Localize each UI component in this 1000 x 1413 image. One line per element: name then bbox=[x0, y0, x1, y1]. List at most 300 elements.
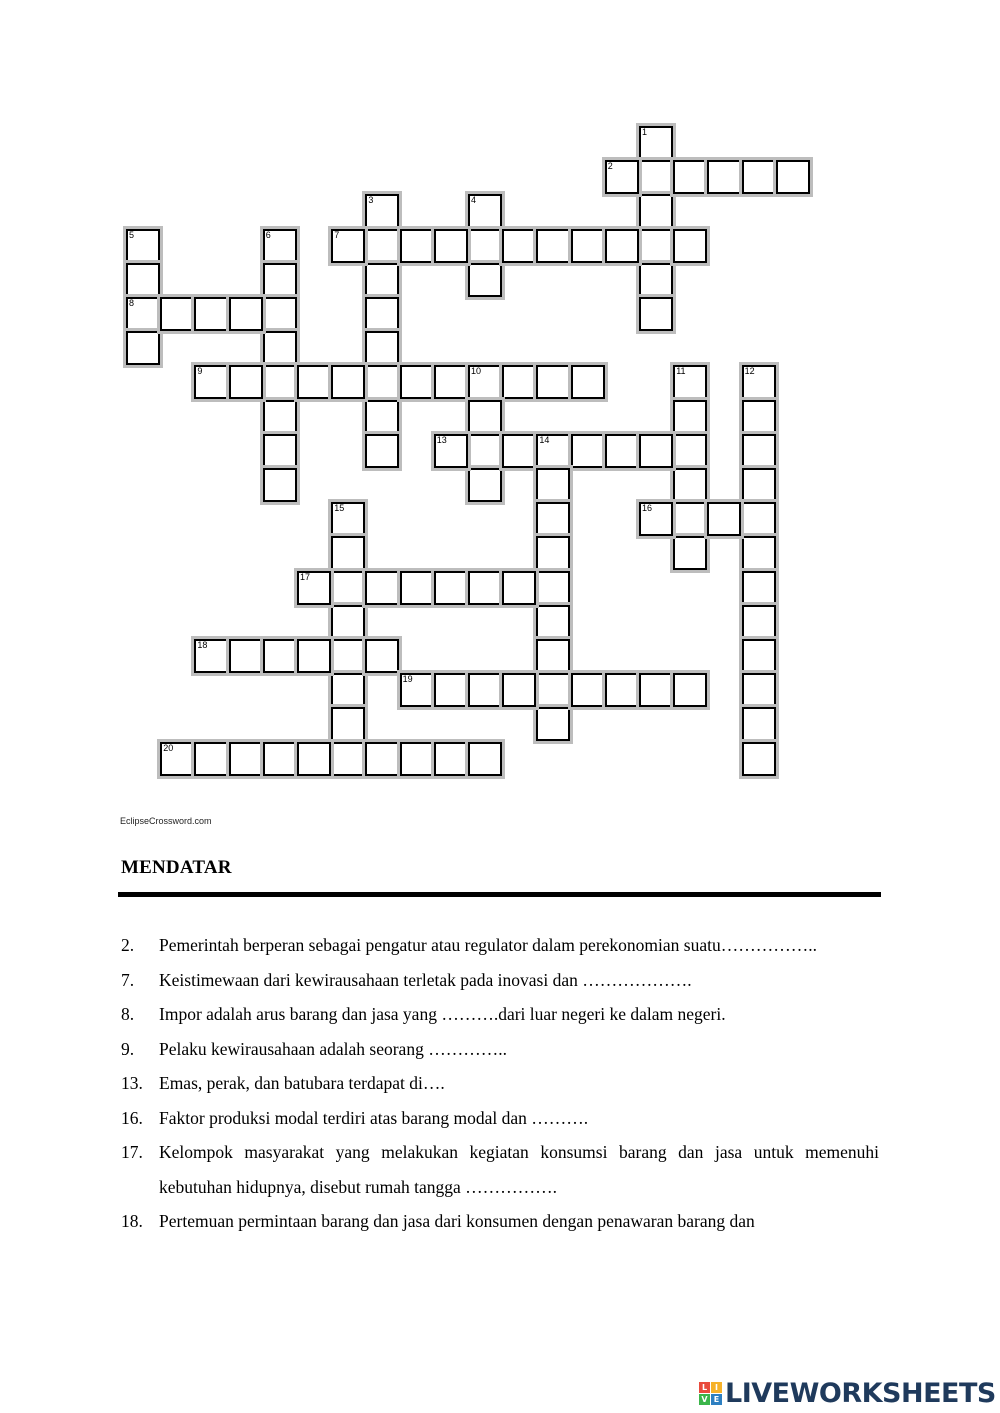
crossword-cell[interactable] bbox=[434, 742, 468, 776]
crossword-cell[interactable] bbox=[297, 742, 331, 776]
crossword-letter-input[interactable] bbox=[470, 367, 500, 397]
crossword-letter-input[interactable] bbox=[675, 162, 705, 192]
crossword-cell[interactable] bbox=[434, 673, 468, 707]
crossword-letter-input[interactable] bbox=[196, 299, 226, 329]
crossword-cell[interactable] bbox=[126, 331, 160, 365]
crossword-letter-input[interactable] bbox=[675, 436, 705, 466]
crossword-letter-input[interactable] bbox=[367, 265, 397, 295]
crossword-cell[interactable] bbox=[742, 400, 776, 434]
crossword-cell[interactable] bbox=[468, 400, 502, 434]
crossword-letter-input[interactable] bbox=[538, 538, 568, 568]
crossword-cell[interactable] bbox=[297, 639, 331, 673]
clue-number: 2. bbox=[121, 935, 135, 955]
clue-number: 7. bbox=[121, 969, 135, 990]
crossword-letter-input[interactable] bbox=[128, 333, 158, 363]
crossword-letter-input[interactable] bbox=[744, 402, 774, 432]
crossword-cell[interactable] bbox=[673, 365, 707, 399]
crossword-cell[interactable] bbox=[263, 229, 297, 263]
mark-letter: L bbox=[699, 1382, 710, 1393]
crossword-letter-input[interactable] bbox=[265, 299, 295, 329]
clue-item bbox=[121, 1204, 879, 1239]
clue-item bbox=[121, 1066, 879, 1101]
crossword-letter-input[interactable] bbox=[231, 367, 261, 397]
crossword-letter-input[interactable] bbox=[538, 573, 568, 603]
clue-item bbox=[121, 963, 879, 998]
crossword-letter-input[interactable] bbox=[641, 196, 671, 226]
crossword-letter-input[interactable] bbox=[333, 573, 363, 603]
clue-number-label: 1 bbox=[642, 127, 648, 137]
crossword-letter-input[interactable] bbox=[538, 231, 568, 261]
clue-number-label: 5 bbox=[129, 229, 135, 240]
crossword-cell[interactable] bbox=[229, 365, 263, 399]
clue-number-label: 18 bbox=[197, 640, 208, 650]
crossword-letter-input[interactable] bbox=[573, 675, 603, 705]
crossword-cell[interactable] bbox=[126, 297, 160, 331]
crossword-cell[interactable] bbox=[263, 297, 297, 331]
crossword-letter-input[interactable] bbox=[436, 436, 466, 466]
crossword-letter-input[interactable] bbox=[744, 367, 774, 397]
crossword-cell[interactable] bbox=[536, 229, 570, 263]
crossword-letter-input[interactable] bbox=[333, 641, 363, 671]
crossword-letter-input[interactable] bbox=[436, 367, 466, 397]
crossword-cell[interactable] bbox=[365, 571, 399, 605]
crossword-cell[interactable] bbox=[536, 536, 570, 570]
crossword-cell[interactable] bbox=[639, 673, 673, 707]
clue-text: Pelaku kewirausahaan adalah seorang ………….. bbox=[159, 1038, 507, 1059]
crossword-letter-input[interactable] bbox=[162, 299, 192, 329]
crossword-cell[interactable] bbox=[331, 502, 365, 536]
crossword-letter-input[interactable] bbox=[436, 744, 466, 774]
crossword-cell[interactable] bbox=[365, 331, 399, 365]
crossword-cell[interactable] bbox=[160, 742, 194, 776]
crossword-cell[interactable] bbox=[502, 434, 536, 468]
crossword-cell[interactable] bbox=[639, 160, 673, 194]
crossword-cell[interactable] bbox=[263, 263, 297, 297]
crossword-cell[interactable] bbox=[365, 229, 399, 263]
crossword-cell[interactable] bbox=[468, 742, 502, 776]
crossword-letter-input[interactable] bbox=[470, 470, 500, 500]
crossword-letter-input[interactable] bbox=[196, 367, 226, 397]
crossword-letter-input[interactable] bbox=[265, 231, 295, 261]
crossword-letter-input[interactable] bbox=[265, 641, 295, 671]
crossword-credit: EclipseCrossword.com bbox=[120, 816, 212, 826]
crossword-letter-input[interactable] bbox=[470, 436, 500, 466]
liveworksheets-mark-icon bbox=[699, 1382, 722, 1405]
crossword-cell[interactable] bbox=[571, 434, 605, 468]
crossword-cell[interactable] bbox=[536, 468, 570, 502]
crossword-cell[interactable] bbox=[468, 673, 502, 707]
crossword-cell[interactable] bbox=[297, 571, 331, 605]
mark-letter: E bbox=[711, 1394, 722, 1405]
crossword-cell[interactable] bbox=[263, 331, 297, 365]
crossword-cell[interactable] bbox=[707, 160, 741, 194]
crossword-cell[interactable] bbox=[742, 160, 776, 194]
clue-number: 17. bbox=[121, 1142, 143, 1162]
crossword-cell[interactable] bbox=[742, 536, 776, 570]
crossword-cell[interactable] bbox=[742, 605, 776, 639]
crossword-cell[interactable] bbox=[742, 502, 776, 536]
crossword-cell[interactable] bbox=[263, 639, 297, 673]
crossword-letter-input[interactable] bbox=[675, 367, 705, 397]
crossword-cell[interactable] bbox=[742, 365, 776, 399]
crossword-cell[interactable] bbox=[229, 297, 263, 331]
crossword-cell[interactable] bbox=[434, 571, 468, 605]
crossword-letter-input[interactable] bbox=[744, 675, 774, 705]
clue-item bbox=[121, 1101, 879, 1136]
clue-item bbox=[121, 1032, 879, 1067]
crossword-cell[interactable] bbox=[502, 365, 536, 399]
crossword-cell[interactable] bbox=[126, 229, 160, 263]
crossword-letter-input[interactable] bbox=[436, 573, 466, 603]
mark-letter: V bbox=[699, 1394, 710, 1405]
crossword-letter-input[interactable] bbox=[641, 299, 671, 329]
crossword-letter-input[interactable] bbox=[196, 744, 226, 774]
crossword-letter-input[interactable] bbox=[744, 641, 774, 671]
crossword-letter-input[interactable] bbox=[367, 231, 397, 261]
crossword-letter-input[interactable] bbox=[265, 265, 295, 295]
crossword-letter-input[interactable] bbox=[402, 744, 432, 774]
crossword-cell[interactable] bbox=[673, 673, 707, 707]
crossword-cell[interactable] bbox=[571, 365, 605, 399]
crossword-letter-input[interactable] bbox=[744, 744, 774, 774]
crossword-cell[interactable] bbox=[571, 673, 605, 707]
crossword-letter-input[interactable] bbox=[299, 744, 329, 774]
liveworksheets-logo bbox=[699, 1377, 996, 1409]
crossword-letter-input[interactable] bbox=[744, 436, 774, 466]
crossword-cell[interactable] bbox=[468, 263, 502, 297]
crossword-letter-input[interactable] bbox=[744, 607, 774, 637]
crossword-cell[interactable] bbox=[468, 434, 502, 468]
crossword-cell[interactable] bbox=[331, 673, 365, 707]
crossword-cell[interactable] bbox=[331, 605, 365, 639]
crossword-cell[interactable] bbox=[742, 639, 776, 673]
crossword-letter-input[interactable] bbox=[607, 231, 637, 261]
crossword-letter-input[interactable] bbox=[367, 573, 397, 603]
crossword-cell[interactable] bbox=[502, 571, 536, 605]
clue-text: Emas, perak, dan batubara terdapat di…. bbox=[159, 1073, 445, 1093]
clue-item bbox=[121, 1135, 879, 1204]
crossword-letter-input[interactable] bbox=[367, 436, 397, 466]
crossword-letter-input[interactable] bbox=[538, 470, 568, 500]
crossword-cell[interactable] bbox=[536, 639, 570, 673]
clue-list bbox=[121, 928, 879, 1239]
crossword-letter-input[interactable] bbox=[367, 299, 397, 329]
crossword-cell[interactable] bbox=[673, 502, 707, 536]
crossword-letter-input[interactable] bbox=[504, 231, 534, 261]
clue-number-label: 6 bbox=[265, 229, 271, 240]
crossword-letter-input[interactable] bbox=[436, 231, 466, 261]
crossword-letter-input[interactable] bbox=[538, 675, 568, 705]
crossword-letter-input[interactable] bbox=[162, 744, 192, 774]
crossword-cell[interactable] bbox=[639, 502, 673, 536]
crossword-letter-input[interactable] bbox=[573, 436, 603, 466]
crossword-letter-input[interactable] bbox=[675, 231, 705, 261]
clue-number: 18. bbox=[121, 1211, 143, 1231]
crossword-letter-input[interactable] bbox=[504, 675, 534, 705]
crossword-letter-input[interactable] bbox=[470, 573, 500, 603]
crossword-cell[interactable] bbox=[434, 229, 468, 263]
crossword-cell[interactable] bbox=[229, 639, 263, 673]
crossword-cell[interactable] bbox=[297, 365, 331, 399]
crossword-letter-input[interactable] bbox=[538, 367, 568, 397]
crossword-cell[interactable] bbox=[160, 297, 194, 331]
crossword-letter-input[interactable] bbox=[607, 675, 637, 705]
crossword-cell[interactable] bbox=[331, 639, 365, 673]
crossword-cell[interactable] bbox=[400, 571, 434, 605]
clue-number-label: 12 bbox=[744, 366, 755, 377]
crossword-cell[interactable] bbox=[639, 434, 673, 468]
clue-number-label: 20 bbox=[163, 742, 174, 753]
crossword-cell[interactable] bbox=[263, 400, 297, 434]
crossword-letter-input[interactable] bbox=[299, 367, 329, 397]
crossword-letter-input[interactable] bbox=[675, 538, 705, 568]
crossword-letter-input[interactable] bbox=[573, 231, 603, 261]
clue-text: Pemerintah berperan sebagai pengatur atau regulator dalam perekonomian suatu…………….. bbox=[159, 935, 817, 955]
crossword-cell[interactable] bbox=[365, 263, 399, 297]
crossword-letter-input[interactable] bbox=[641, 675, 671, 705]
crossword-cell[interactable] bbox=[434, 365, 468, 399]
crossword-cell[interactable] bbox=[331, 742, 365, 776]
crossword-cell[interactable] bbox=[194, 297, 228, 331]
clue-text: Kelompok masyarakat yang melakukan kegiatan konsumsi barang dan jasa untuk memenuhi kebutuhan hidupnya, disebut rumah tangga ……………. bbox=[159, 1142, 879, 1197]
crossword-letter-input[interactable] bbox=[402, 231, 432, 261]
crossword-cell[interactable] bbox=[639, 297, 673, 331]
clue-number-label: 7 bbox=[334, 229, 340, 240]
crossword-letter-input[interactable] bbox=[333, 607, 363, 637]
crossword-letter-input[interactable] bbox=[470, 196, 500, 226]
clue-number-label: 15 bbox=[334, 503, 345, 514]
crossword-cell[interactable] bbox=[673, 468, 707, 502]
crossword-cell[interactable] bbox=[365, 742, 399, 776]
crossword-letter-input[interactable] bbox=[641, 265, 671, 295]
crossword-letter-input[interactable] bbox=[367, 333, 397, 363]
crossword-cell[interactable] bbox=[331, 571, 365, 605]
crossword-letter-input[interactable] bbox=[265, 436, 295, 466]
mark-letter: I bbox=[711, 1382, 722, 1393]
crossword-letter-input[interactable] bbox=[231, 641, 261, 671]
crossword-letter-input[interactable] bbox=[538, 641, 568, 671]
crossword-cell[interactable] bbox=[639, 194, 673, 228]
crossword-cell[interactable] bbox=[673, 434, 707, 468]
crossword-cell[interactable] bbox=[742, 571, 776, 605]
clue-number-label: 17 bbox=[300, 571, 311, 582]
crossword-letter-input[interactable] bbox=[607, 436, 637, 466]
crossword-cell[interactable] bbox=[742, 468, 776, 502]
crossword-letter-input[interactable] bbox=[641, 162, 671, 192]
crossword-letter-input[interactable] bbox=[367, 196, 397, 226]
brand-name: LIVEWORKSHEETS bbox=[725, 1377, 996, 1409]
crossword-letter-input[interactable] bbox=[402, 675, 432, 705]
crossword-cell[interactable] bbox=[536, 434, 570, 468]
crossword-cell[interactable] bbox=[194, 742, 228, 776]
crossword-cell[interactable] bbox=[639, 263, 673, 297]
crossword-letter-input[interactable] bbox=[709, 162, 739, 192]
crossword-letter-input[interactable] bbox=[675, 504, 705, 534]
crossword-cell[interactable] bbox=[502, 229, 536, 263]
crossword-cell[interactable] bbox=[400, 229, 434, 263]
crossword-letter-input[interactable] bbox=[470, 402, 500, 432]
clue-item bbox=[121, 997, 879, 1032]
crossword-cell[interactable] bbox=[673, 536, 707, 570]
crossword-letter-input[interactable] bbox=[333, 709, 363, 739]
crossword-letter-input[interactable] bbox=[675, 675, 705, 705]
crossword-letter-input[interactable] bbox=[778, 162, 808, 192]
crossword-letter-input[interactable] bbox=[128, 265, 158, 295]
crossword-cell[interactable] bbox=[742, 673, 776, 707]
crossword-cell[interactable] bbox=[365, 365, 399, 399]
crossword-cell[interactable] bbox=[536, 365, 570, 399]
crossword-cell[interactable] bbox=[126, 263, 160, 297]
crossword-letter-input[interactable] bbox=[333, 744, 363, 774]
crossword-cell[interactable] bbox=[263, 365, 297, 399]
crossword-cell[interactable] bbox=[263, 742, 297, 776]
crossword-letter-input[interactable] bbox=[641, 128, 671, 158]
crossword-letter-input[interactable] bbox=[265, 470, 295, 500]
crossword-cell[interactable] bbox=[365, 194, 399, 228]
crossword-cell[interactable] bbox=[502, 673, 536, 707]
crossword-letter-input[interactable] bbox=[641, 231, 671, 261]
crossword-cell[interactable] bbox=[468, 468, 502, 502]
clue-number-label: 2 bbox=[607, 161, 613, 172]
clue-number-label: 13 bbox=[436, 434, 447, 445]
crossword-letter-input[interactable] bbox=[504, 436, 534, 466]
crossword-letter-input[interactable] bbox=[333, 367, 363, 397]
crossword-letter-input[interactable] bbox=[470, 231, 500, 261]
crossword-letter-input[interactable] bbox=[709, 504, 739, 534]
crossword-cell[interactable] bbox=[605, 160, 639, 194]
crossword-letter-input[interactable] bbox=[402, 573, 432, 603]
crossword-letter-input[interactable] bbox=[265, 333, 295, 363]
crossword-cell[interactable] bbox=[331, 229, 365, 263]
crossword-letter-input[interactable] bbox=[744, 538, 774, 568]
crossword-cell[interactable] bbox=[468, 194, 502, 228]
crossword-cell[interactable] bbox=[468, 229, 502, 263]
crossword-letter-input[interactable] bbox=[367, 402, 397, 432]
section-divider bbox=[118, 892, 881, 897]
crossword-letter-input[interactable] bbox=[470, 265, 500, 295]
crossword-letter-input[interactable] bbox=[367, 367, 397, 397]
crossword-letter-input[interactable] bbox=[299, 641, 329, 671]
crossword-cell[interactable] bbox=[536, 673, 570, 707]
crossword-cell[interactable] bbox=[639, 126, 673, 160]
crossword-letter-input[interactable] bbox=[265, 402, 295, 432]
crossword-cell[interactable] bbox=[742, 742, 776, 776]
crossword-cell[interactable] bbox=[742, 707, 776, 741]
crossword-cell[interactable] bbox=[776, 160, 810, 194]
crossword-letter-input[interactable] bbox=[641, 436, 671, 466]
crossword-cell[interactable] bbox=[605, 673, 639, 707]
crossword-letter-input[interactable] bbox=[470, 744, 500, 774]
crossword-cell[interactable] bbox=[571, 229, 605, 263]
crossword-letter-input[interactable] bbox=[196, 641, 226, 671]
crossword-cell[interactable] bbox=[742, 434, 776, 468]
crossword-cell[interactable] bbox=[468, 571, 502, 605]
crossword-cell[interactable] bbox=[263, 434, 297, 468]
crossword-letter-input[interactable] bbox=[744, 162, 774, 192]
crossword-letter-input[interactable] bbox=[333, 504, 363, 534]
crossword-cell[interactable] bbox=[331, 536, 365, 570]
crossword-letter-input[interactable] bbox=[538, 436, 568, 466]
crossword-letter-input[interactable] bbox=[231, 299, 261, 329]
crossword-letter-input[interactable] bbox=[538, 607, 568, 637]
crossword-letter-input[interactable] bbox=[231, 744, 261, 774]
crossword-cell[interactable] bbox=[468, 365, 502, 399]
crossword-letter-input[interactable] bbox=[333, 231, 363, 261]
crossword-cell[interactable] bbox=[536, 571, 570, 605]
crossword-cell[interactable] bbox=[400, 742, 434, 776]
crossword-letter-input[interactable] bbox=[333, 675, 363, 705]
crossword-letter-input[interactable] bbox=[299, 573, 329, 603]
crossword-cell[interactable] bbox=[673, 160, 707, 194]
clue-number-label: 16 bbox=[642, 503, 653, 514]
crossword-cell[interactable] bbox=[639, 229, 673, 263]
crossword-cell[interactable] bbox=[331, 365, 365, 399]
crossword-letter-input[interactable] bbox=[538, 709, 568, 739]
crossword-letter-input[interactable] bbox=[641, 504, 671, 534]
crossword-cell[interactable] bbox=[365, 639, 399, 673]
crossword-letter-input[interactable] bbox=[573, 367, 603, 397]
crossword-cell[interactable] bbox=[673, 229, 707, 263]
crossword-cell[interactable] bbox=[365, 297, 399, 331]
crossword-letter-input[interactable] bbox=[675, 470, 705, 500]
crossword-cell[interactable] bbox=[331, 707, 365, 741]
crossword-letter-input[interactable] bbox=[744, 573, 774, 603]
crossword-cell[interactable] bbox=[194, 365, 228, 399]
clue-number: 8. bbox=[121, 1004, 135, 1024]
crossword-letter-input[interactable] bbox=[504, 367, 534, 397]
crossword-letter-input[interactable] bbox=[744, 504, 774, 534]
crossword-letter-input[interactable] bbox=[128, 231, 158, 261]
crossword-letter-input[interactable] bbox=[265, 367, 295, 397]
crossword-letter-input[interactable] bbox=[367, 744, 397, 774]
crossword-letter-input[interactable] bbox=[265, 744, 295, 774]
clue-number: 13. bbox=[121, 1073, 143, 1093]
clue-number-label: 4 bbox=[471, 195, 477, 206]
crossword-letter-input[interactable] bbox=[128, 299, 158, 329]
crossword-letter-input[interactable] bbox=[436, 675, 466, 705]
crossword-letter-input[interactable] bbox=[504, 573, 534, 603]
crossword-letter-input[interactable] bbox=[367, 641, 397, 671]
crossword-letter-input[interactable] bbox=[402, 367, 432, 397]
crossword-cell[interactable] bbox=[263, 468, 297, 502]
crossword-cell[interactable] bbox=[365, 400, 399, 434]
crossword-cell[interactable] bbox=[400, 365, 434, 399]
crossword-cell[interactable] bbox=[536, 502, 570, 536]
clue-item bbox=[121, 928, 879, 963]
crossword-letter-input[interactable] bbox=[744, 470, 774, 500]
crossword-cell[interactable] bbox=[365, 434, 399, 468]
crossword-cell[interactable] bbox=[673, 400, 707, 434]
crossword-cell[interactable] bbox=[434, 434, 468, 468]
crossword-letter-input[interactable] bbox=[538, 504, 568, 534]
crossword-cell[interactable] bbox=[229, 742, 263, 776]
crossword-cell[interactable] bbox=[605, 229, 639, 263]
clue-number-label: 11 bbox=[676, 366, 686, 377]
clue-number-label: 8 bbox=[129, 298, 135, 308]
crossword-letter-input[interactable] bbox=[744, 709, 774, 739]
crossword-cell[interactable] bbox=[194, 639, 228, 673]
crossword-cell[interactable] bbox=[536, 605, 570, 639]
crossword-cell[interactable] bbox=[400, 673, 434, 707]
crossword-letter-input[interactable] bbox=[333, 538, 363, 568]
crossword-cell[interactable] bbox=[536, 707, 570, 741]
crossword-cell[interactable] bbox=[605, 434, 639, 468]
crossword-letter-input[interactable] bbox=[607, 162, 637, 192]
clue-text: Pertemuan permintaan barang dan jasa dari konsumen dengan penawaran barang dan bbox=[159, 1211, 755, 1231]
crossword-letter-input[interactable] bbox=[675, 402, 705, 432]
crossword-letter-input[interactable] bbox=[470, 675, 500, 705]
crossword-cell[interactable] bbox=[707, 502, 741, 536]
